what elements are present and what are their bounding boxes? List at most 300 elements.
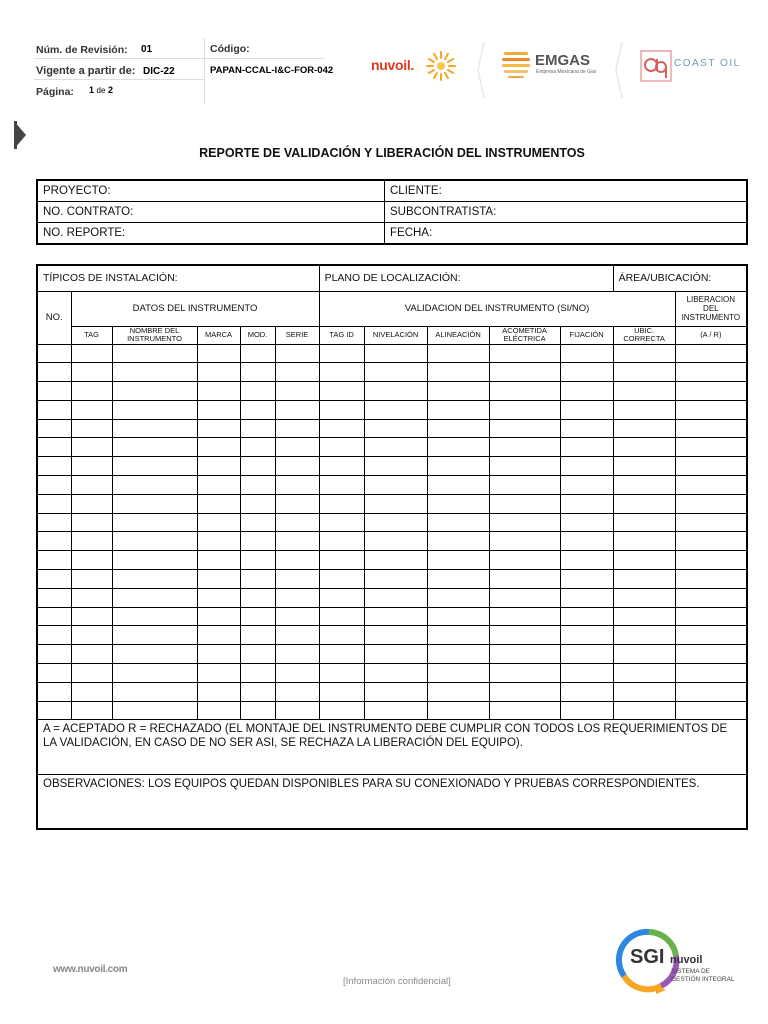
- table-cell[interactable]: [613, 664, 675, 683]
- table-cell[interactable]: [613, 588, 675, 607]
- table-cell[interactable]: [489, 476, 560, 495]
- table-cell[interactable]: [489, 701, 560, 720]
- table-cell[interactable]: [275, 570, 319, 589]
- table-cell[interactable]: [71, 664, 112, 683]
- table-cell[interactable]: [240, 682, 275, 701]
- table-cell[interactable]: [112, 570, 197, 589]
- table-cell[interactable]: [319, 664, 364, 683]
- table-cell[interactable]: [560, 645, 613, 664]
- valid-label: Vigente a partir de:: [36, 65, 136, 77]
- table-cell[interactable]: [112, 551, 197, 570]
- table-cell[interactable]: [364, 513, 427, 532]
- table-cell[interactable]: [275, 457, 319, 476]
- table-cell[interactable]: [364, 476, 427, 495]
- table-cell[interactable]: [613, 494, 675, 513]
- table-cell[interactable]: [112, 344, 197, 363]
- table-cell[interactable]: [71, 400, 112, 419]
- table-cell[interactable]: [112, 701, 197, 720]
- table-cell[interactable]: [364, 344, 427, 363]
- area-label: ÁREA/UBICACIÓN:: [618, 272, 712, 285]
- table-cell[interactable]: [364, 382, 427, 401]
- subcontratista-field[interactable]: [385, 202, 748, 223]
- table-cell[interactable]: [427, 570, 489, 589]
- table-cell[interactable]: [112, 513, 197, 532]
- fecha-field[interactable]: [385, 223, 748, 245]
- table-cell[interactable]: [37, 438, 71, 457]
- table-cell[interactable]: [112, 476, 197, 495]
- table-cell[interactable]: [71, 382, 112, 401]
- table-cell[interactable]: [197, 570, 240, 589]
- table-cell[interactable]: [275, 645, 319, 664]
- table-cell[interactable]: [364, 664, 427, 683]
- table-cell[interactable]: [240, 701, 275, 720]
- table-cell[interactable]: [197, 645, 240, 664]
- table-row: [37, 645, 747, 664]
- table-cell[interactable]: [675, 682, 747, 701]
- table-cell[interactable]: [71, 363, 112, 382]
- table-cell[interactable]: [613, 682, 675, 701]
- table-cell[interactable]: [71, 607, 112, 626]
- table-cell[interactable]: [71, 682, 112, 701]
- reporte-field[interactable]: [37, 223, 385, 245]
- table-cell[interactable]: [37, 607, 71, 626]
- table-cell[interactable]: [427, 513, 489, 532]
- table-cell[interactable]: [560, 682, 613, 701]
- table-cell[interactable]: [112, 682, 197, 701]
- validacion-header: VALIDACION DEL INSTRUMENTO (SI/NO): [319, 291, 675, 326]
- table-cell[interactable]: [427, 494, 489, 513]
- table-cell[interactable]: [427, 419, 489, 438]
- table-cell[interactable]: [560, 438, 613, 457]
- table-cell[interactable]: [613, 607, 675, 626]
- table-cell[interactable]: [489, 682, 560, 701]
- table-cell[interactable]: [675, 438, 747, 457]
- table-cell[interactable]: [197, 588, 240, 607]
- table-cell[interactable]: [675, 476, 747, 495]
- table-cell[interactable]: [37, 645, 71, 664]
- table-cell[interactable]: [275, 476, 319, 495]
- table-cell[interactable]: [112, 400, 197, 419]
- table-cell[interactable]: [364, 532, 427, 551]
- table-cell[interactable]: [112, 457, 197, 476]
- table-cell[interactable]: [427, 626, 489, 645]
- table-cell[interactable]: [197, 382, 240, 401]
- table-cell[interactable]: [319, 494, 364, 513]
- table-cell[interactable]: [275, 382, 319, 401]
- table-cell[interactable]: [613, 344, 675, 363]
- table-cell[interactable]: [319, 532, 364, 551]
- table-cell[interactable]: [613, 701, 675, 720]
- observaciones-field[interactable]: OBSERVACIONES: LOS EQUIPOS QUEDAN DISPONIBLES PARA SU CONEXIONADO Y PRUEBAS CORRESPONDIENTES.: [37, 775, 747, 829]
- table-cell[interactable]: [613, 363, 675, 382]
- table-row: [37, 701, 747, 720]
- table-cell[interactable]: [364, 551, 427, 570]
- table-cell[interactable]: [560, 419, 613, 438]
- table-cell[interactable]: [613, 400, 675, 419]
- emgas-logo-text: EMGAS: [535, 52, 591, 69]
- table-cell[interactable]: [489, 607, 560, 626]
- table-cell[interactable]: [112, 645, 197, 664]
- table-cell[interactable]: [319, 701, 364, 720]
- table-row: [37, 588, 747, 607]
- table-cell[interactable]: [37, 419, 71, 438]
- table-cell[interactable]: [37, 457, 71, 476]
- liberacion-header: LIBERACION DEL INSTRUMENTO: [675, 291, 747, 326]
- table-cell[interactable]: [613, 626, 675, 645]
- table-cell[interactable]: [197, 626, 240, 645]
- table-cell[interactable]: [319, 400, 364, 419]
- fecha-label: FECHA:: [390, 227, 433, 239]
- table-cell[interactable]: [319, 645, 364, 664]
- table-row: [37, 363, 747, 382]
- document-meta: [34, 38, 334, 100]
- table-cell[interactable]: [240, 532, 275, 551]
- table-cell[interactable]: [37, 551, 71, 570]
- table-cell[interactable]: [364, 400, 427, 419]
- table-cell[interactable]: [275, 344, 319, 363]
- table-cell[interactable]: [560, 588, 613, 607]
- table-cell[interactable]: [675, 532, 747, 551]
- table-cell[interactable]: [613, 532, 675, 551]
- table-cell[interactable]: [364, 457, 427, 476]
- table-cell[interactable]: [240, 363, 275, 382]
- table-cell[interactable]: [240, 382, 275, 401]
- table-cell[interactable]: [37, 476, 71, 495]
- table-cell[interactable]: [275, 551, 319, 570]
- table-cell[interactable]: [675, 363, 747, 382]
- table-cell[interactable]: [240, 494, 275, 513]
- table-cell[interactable]: [675, 382, 747, 401]
- table-row: [37, 344, 747, 363]
- table-row: [37, 570, 747, 589]
- table-cell[interactable]: [319, 476, 364, 495]
- table-cell[interactable]: [560, 494, 613, 513]
- table-cell[interactable]: [560, 551, 613, 570]
- table-cell[interactable]: [560, 626, 613, 645]
- table-cell[interactable]: [112, 626, 197, 645]
- table-cell[interactable]: [37, 344, 71, 363]
- table-cell[interactable]: [319, 588, 364, 607]
- table-cell[interactable]: [675, 645, 747, 664]
- cliente-field[interactable]: [385, 180, 748, 202]
- table-cell[interactable]: [197, 400, 240, 419]
- table-cell[interactable]: [560, 400, 613, 419]
- table-cell[interactable]: [489, 419, 560, 438]
- table-cell[interactable]: [675, 607, 747, 626]
- table-cell[interactable]: [364, 682, 427, 701]
- instrument-table: [36, 264, 748, 830]
- table-cell[interactable]: [364, 645, 427, 664]
- table-cell[interactable]: [37, 588, 71, 607]
- table-cell[interactable]: [675, 513, 747, 532]
- table-cell[interactable]: [37, 701, 71, 720]
- coast-oil-logo-text: COAST OIL: [674, 58, 741, 69]
- sgi-text: SGI: [630, 946, 665, 968]
- column-header: TAG: [71, 326, 112, 344]
- table-cell[interactable]: [240, 438, 275, 457]
- table-cell[interactable]: [427, 532, 489, 551]
- table-cell[interactable]: [197, 532, 240, 551]
- table-cell[interactable]: [112, 382, 197, 401]
- table-cell[interactable]: [675, 588, 747, 607]
- table-cell[interactable]: [112, 588, 197, 607]
- table-cell[interactable]: [197, 457, 240, 476]
- table-cell[interactable]: [71, 494, 112, 513]
- table-cell[interactable]: [71, 457, 112, 476]
- table-cell[interactable]: [275, 682, 319, 701]
- contrato-field[interactable]: [37, 202, 385, 223]
- table-cell[interactable]: [675, 419, 747, 438]
- column-header: SERIE: [275, 326, 319, 344]
- table-cell[interactable]: [71, 438, 112, 457]
- table-cell[interactable]: [71, 344, 112, 363]
- table-cell[interactable]: [319, 551, 364, 570]
- table-cell[interactable]: [197, 344, 240, 363]
- table-cell[interactable]: [112, 419, 197, 438]
- table-cell[interactable]: [675, 400, 747, 419]
- table-cell[interactable]: [675, 701, 747, 720]
- table-row: [37, 476, 747, 495]
- table-cell[interactable]: [319, 344, 364, 363]
- table-cell[interactable]: [240, 607, 275, 626]
- table-cell[interactable]: [319, 682, 364, 701]
- table-cell[interactable]: [427, 363, 489, 382]
- table-cell[interactable]: [275, 607, 319, 626]
- table-cell[interactable]: [275, 419, 319, 438]
- table-cell[interactable]: [364, 363, 427, 382]
- table-cell[interactable]: [427, 701, 489, 720]
- table-cell[interactable]: [427, 457, 489, 476]
- table-cell[interactable]: [489, 626, 560, 645]
- table-cell[interactable]: [71, 513, 112, 532]
- table-cell[interactable]: [37, 570, 71, 589]
- table-cell[interactable]: [613, 513, 675, 532]
- table-cell[interactable]: [37, 400, 71, 419]
- table-cell[interactable]: [37, 532, 71, 551]
- table-cell[interactable]: [613, 570, 675, 589]
- table-cell[interactable]: [427, 645, 489, 664]
- table-cell[interactable]: [560, 344, 613, 363]
- reporte-label: NO. REPORTE:: [43, 227, 126, 239]
- table-cell[interactable]: [364, 626, 427, 645]
- table-cell[interactable]: [37, 664, 71, 683]
- table-cell[interactable]: [613, 645, 675, 664]
- table-cell[interactable]: [240, 588, 275, 607]
- page-of: de: [96, 86, 106, 95]
- table-cell[interactable]: [197, 701, 240, 720]
- table-cell[interactable]: [197, 363, 240, 382]
- table-cell[interactable]: [275, 626, 319, 645]
- table-cell[interactable]: [364, 607, 427, 626]
- table-cell[interactable]: [613, 419, 675, 438]
- table-cell[interactable]: [71, 570, 112, 589]
- table-cell[interactable]: [275, 588, 319, 607]
- table-cell[interactable]: [364, 570, 427, 589]
- table-cell[interactable]: [275, 400, 319, 419]
- table-cell[interactable]: [197, 419, 240, 438]
- proyecto-label: PROYECTO:: [43, 185, 111, 197]
- table-cell[interactable]: [240, 457, 275, 476]
- table-cell[interactable]: [240, 645, 275, 664]
- table-cell[interactable]: [275, 701, 319, 720]
- proyecto-field[interactable]: [37, 180, 385, 202]
- table-cell[interactable]: [319, 570, 364, 589]
- table-cell[interactable]: [275, 513, 319, 532]
- area-field[interactable]: [613, 265, 747, 291]
- table-cell[interactable]: [489, 570, 560, 589]
- table-cell[interactable]: [197, 664, 240, 683]
- table-cell[interactable]: [489, 438, 560, 457]
- table-cell[interactable]: [319, 382, 364, 401]
- table-cell[interactable]: [71, 551, 112, 570]
- table-cell[interactable]: [112, 607, 197, 626]
- table-cell[interactable]: [613, 457, 675, 476]
- table-cell[interactable]: [197, 682, 240, 701]
- table-cell[interactable]: [613, 476, 675, 495]
- table-cell[interactable]: [37, 513, 71, 532]
- table-cell[interactable]: [427, 382, 489, 401]
- table-cell[interactable]: [275, 438, 319, 457]
- table-cell[interactable]: [275, 494, 319, 513]
- table-cell[interactable]: [489, 494, 560, 513]
- table-cell[interactable]: [560, 382, 613, 401]
- table-cell[interactable]: [275, 363, 319, 382]
- table-cell[interactable]: [197, 438, 240, 457]
- table-cell[interactable]: [675, 551, 747, 570]
- table-cell[interactable]: [427, 400, 489, 419]
- table-cell[interactable]: [37, 363, 71, 382]
- table-cell[interactable]: [240, 626, 275, 645]
- table-cell[interactable]: [240, 476, 275, 495]
- table-cell[interactable]: [675, 664, 747, 683]
- table-cell[interactable]: [427, 344, 489, 363]
- table-cell[interactable]: [489, 664, 560, 683]
- table-cell[interactable]: [319, 419, 364, 438]
- table-cell[interactable]: [560, 363, 613, 382]
- table-cell[interactable]: [37, 626, 71, 645]
- table-cell[interactable]: [489, 382, 560, 401]
- table-cell[interactable]: [560, 532, 613, 551]
- table-cell[interactable]: [427, 588, 489, 607]
- table-cell[interactable]: [675, 494, 747, 513]
- table-cell[interactable]: [675, 457, 747, 476]
- table-cell[interactable]: [675, 626, 747, 645]
- table-cell[interactable]: [489, 344, 560, 363]
- table-cell[interactable]: [427, 438, 489, 457]
- table-cell[interactable]: [560, 476, 613, 495]
- table-cell[interactable]: [71, 645, 112, 664]
- table-cell[interactable]: [489, 588, 560, 607]
- table-cell[interactable]: [319, 513, 364, 532]
- table-cell[interactable]: [71, 588, 112, 607]
- table-cell[interactable]: [489, 457, 560, 476]
- table-cell[interactable]: [240, 664, 275, 683]
- table-cell[interactable]: [489, 645, 560, 664]
- table-cell[interactable]: [240, 570, 275, 589]
- table-cell[interactable]: [489, 400, 560, 419]
- table-cell[interactable]: [37, 382, 71, 401]
- table-cell[interactable]: [613, 551, 675, 570]
- table-cell[interactable]: [197, 476, 240, 495]
- table-cell[interactable]: [240, 419, 275, 438]
- table-cell[interactable]: [560, 607, 613, 626]
- table-cell[interactable]: [427, 682, 489, 701]
- footer-confidential: [Información confidencial]: [343, 976, 451, 987]
- table-cell[interactable]: [675, 570, 747, 589]
- table-cell[interactable]: [427, 476, 489, 495]
- table-cell[interactable]: [240, 400, 275, 419]
- plano-label: PLANO DE LOCALIZACIÓN:: [324, 272, 461, 285]
- table-cell[interactable]: [675, 344, 747, 363]
- table-cell[interactable]: [240, 551, 275, 570]
- table-cell[interactable]: [613, 382, 675, 401]
- table-cell[interactable]: [197, 494, 240, 513]
- table-cell[interactable]: [427, 551, 489, 570]
- table-cell[interactable]: [319, 626, 364, 645]
- plano-field[interactable]: [319, 265, 613, 291]
- table-cell[interactable]: [489, 551, 560, 570]
- table-cell[interactable]: [112, 363, 197, 382]
- table-cell[interactable]: [71, 419, 112, 438]
- table-cell[interactable]: [364, 588, 427, 607]
- table-cell[interactable]: [275, 664, 319, 683]
- table-cell[interactable]: [37, 682, 71, 701]
- table-cell[interactable]: [319, 457, 364, 476]
- table-cell[interactable]: [364, 494, 427, 513]
- table-cell[interactable]: [71, 626, 112, 645]
- table-cell[interactable]: [364, 438, 427, 457]
- table-cell[interactable]: [319, 363, 364, 382]
- table-cell[interactable]: [560, 513, 613, 532]
- table-cell[interactable]: [489, 513, 560, 532]
- table-cell[interactable]: [489, 532, 560, 551]
- table-cell[interactable]: [197, 607, 240, 626]
- table-cell[interactable]: [37, 494, 71, 513]
- table-cell[interactable]: [71, 701, 112, 720]
- section-marker-bar: [14, 121, 17, 149]
- table-row: [37, 532, 747, 551]
- table-cell[interactable]: [240, 513, 275, 532]
- table-cell[interactable]: [427, 607, 489, 626]
- table-cell[interactable]: [364, 419, 427, 438]
- table-cell[interactable]: [112, 664, 197, 683]
- tipicos-field[interactable]: [37, 265, 319, 291]
- table-cell[interactable]: [71, 476, 112, 495]
- table-cell[interactable]: [427, 664, 489, 683]
- table-cell[interactable]: [560, 664, 613, 683]
- column-header: UBIC. CORRECTA: [613, 326, 675, 344]
- table-cell[interactable]: [364, 701, 427, 720]
- project-info-table: [36, 179, 748, 245]
- table-cell[interactable]: [613, 438, 675, 457]
- table-cell[interactable]: [197, 513, 240, 532]
- table-cell[interactable]: [197, 551, 240, 570]
- emgas-flame-icon: [500, 48, 532, 80]
- table-cell[interactable]: [275, 532, 319, 551]
- table-cell[interactable]: [560, 457, 613, 476]
- table-cell[interactable]: [319, 438, 364, 457]
- table-cell[interactable]: [560, 570, 613, 589]
- table-cell[interactable]: [319, 607, 364, 626]
- table-cell[interactable]: [560, 701, 613, 720]
- table-cell[interactable]: [112, 438, 197, 457]
- table-cell[interactable]: [240, 344, 275, 363]
- coast-oil-mark-icon: [640, 50, 672, 82]
- table-cell[interactable]: [71, 532, 112, 551]
- table-cell[interactable]: [112, 532, 197, 551]
- table-cell[interactable]: [489, 363, 560, 382]
- table-cell[interactable]: [112, 494, 197, 513]
